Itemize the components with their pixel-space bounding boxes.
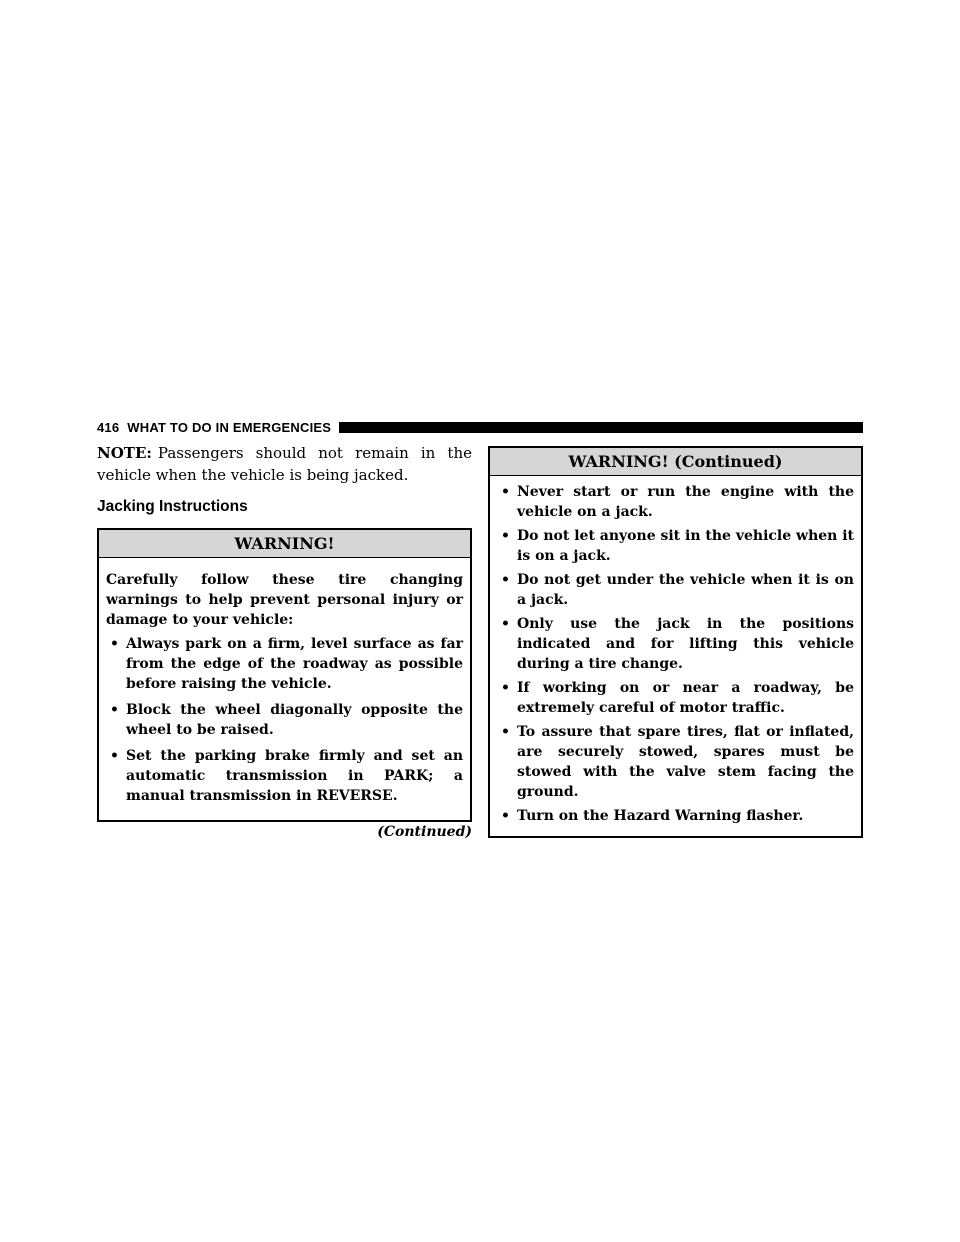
list-item-text: Do not get under the vehicle when it is on a jack. — [517, 572, 854, 608]
right-column — [488, 446, 863, 838]
list-item — [106, 634, 463, 694]
bullet-icon: • — [501, 572, 510, 588]
bullet-icon: • — [501, 680, 510, 696]
list-item — [497, 570, 854, 610]
list-item-text: Turn on the Hazard Warning flasher. — [517, 808, 804, 824]
bullet-icon: • — [110, 748, 119, 764]
header-rule — [339, 422, 863, 433]
page-number: 416 — [97, 419, 120, 435]
list-item — [497, 722, 854, 802]
list-item-text: To assure that spare tires, flat or inflated, are securely stowed, spares must be stowed with the valve stem facing the ground. — [517, 724, 854, 800]
bullet-icon: • — [501, 724, 510, 740]
warning-continued-body — [490, 476, 861, 836]
warning-continued-list — [497, 482, 854, 826]
left-column — [97, 442, 472, 840]
bullet-icon: • — [501, 528, 510, 544]
bullet-icon: • — [501, 616, 510, 632]
list-item — [497, 806, 854, 826]
bullet-icon: • — [501, 484, 510, 500]
section-title: WHAT TO DO IN EMERGENCIES — [127, 419, 332, 435]
bullet-icon: • — [110, 636, 119, 652]
list-item-text: Do not let anyone sit in the vehicle when it is on a jack. — [517, 528, 854, 564]
list-item-text: Set the parking brake firmly and set an automatic transmission in PARK; a manual transmission in REVERSE. — [126, 748, 463, 804]
warning-list — [106, 634, 463, 806]
note-paragraph — [97, 442, 472, 486]
list-item — [106, 746, 463, 806]
list-item-text: Never start or run the engine with the vehicle on a jack. — [517, 484, 854, 520]
warning-intro: Carefully follow these tire changing warnings to help prevent personal injury or damage to your vehicle: — [106, 572, 463, 628]
list-item-text: If working on or near a roadway, be extremely careful of motor traffic. — [517, 680, 854, 716]
warning-box — [97, 528, 472, 822]
list-item — [497, 482, 854, 522]
list-item — [497, 526, 854, 566]
bullet-icon: • — [110, 702, 119, 718]
warning-continued-box — [488, 446, 863, 838]
note-label: NOTE: — [97, 444, 152, 462]
warning-continued-title: WARNING! (Continued) — [490, 448, 861, 476]
list-item-text: Only use the jack in the positions indicated and for lifting this vehicle during a tire change. — [517, 616, 854, 672]
list-item — [497, 678, 854, 718]
note-text: Passengers should not remain in the vehicle when the vehicle is being jacked. — [97, 444, 472, 484]
page-header — [97, 418, 863, 436]
list-item-text: Block the wheel diagonally opposite the wheel to be raised. — [126, 702, 463, 738]
bullet-icon: • — [501, 808, 510, 824]
jacking-instructions-heading: Jacking Instructions — [97, 498, 248, 515]
warning-title: WARNING! — [99, 530, 470, 558]
warning-body — [99, 558, 470, 820]
list-item-text: Always park on a firm, level surface as far from the edge of the roadway as possible before raising the vehicle. — [126, 636, 463, 692]
list-item — [106, 700, 463, 740]
list-item — [497, 614, 854, 674]
continued-label: (Continued) — [377, 824, 472, 840]
